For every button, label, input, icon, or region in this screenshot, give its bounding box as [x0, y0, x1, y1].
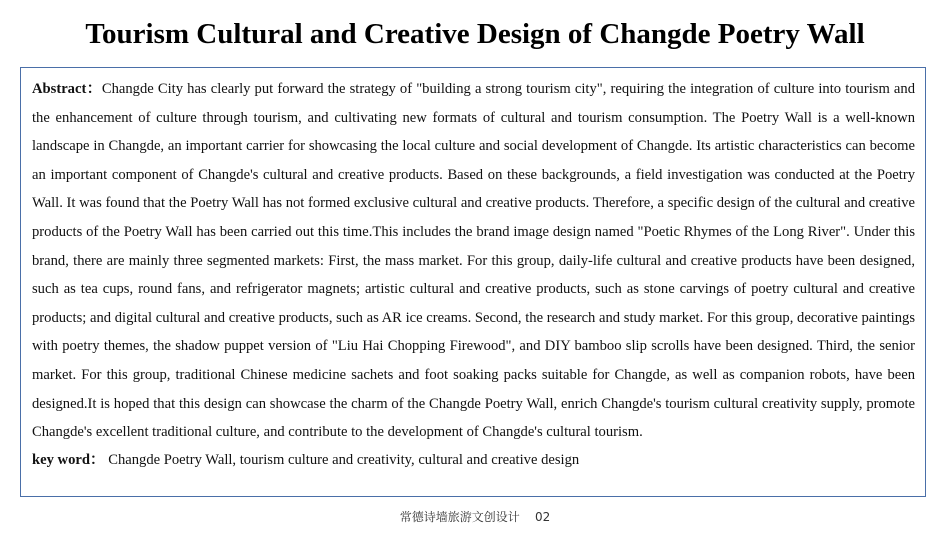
footer-text: 常德诗墙旅游文创设计 — [399, 510, 520, 524]
keywords-label: key word： — [32, 451, 105, 468]
page-number: 02 — [535, 510, 551, 524]
footer — [0, 508, 950, 525]
slide-title: Tourism Cultural and Creative Design of Changde Poetry Wall — [85, 18, 865, 50]
keywords-text: Changde Poetry Wall, tourism culture and creativity, cultural and creative design — [108, 451, 580, 468]
abstract-label: Abstract： — [32, 81, 102, 97]
abstract-text: Changde City has clearly put forward the strategy of "building a strong tourism city", requiring the integration of culture into tourism and the enhancement of culture through tourism, and cultivating new formats of cultural and tourism consumption. The Poetry Wall is a well-known landscape in Changde, an important carrier for showcasing the local culture and social development of Changde. Its artistic characteristics can become an important component of Changde's cultural and creative products. Based on these backgrounds, a field investigation was conducted at the Poetry Wall. It was found that the Poetry Wall has not formed exclusive cultural and creative products. Therefore, a specific design of the cultural and creative products of the Poetry Wall has been carried out this time.This includes the brand image design named "Poetic Rhymes of the Long River". Under this brand, there are mainly three segmented markets: First, the mass market. For this group, daily-life cultural and creative products have been designed, such as tea cups, round fans, and refrigerator magnets; artistic cultural and creative products, such as stone carvings of poetry cultural and creative products; and digital cultural and creative products, such as AR ice creams. Second, the research and study market. For this group, decorative paintings with poetry themes, the shadow puppet version of "Liu Hai Chopping Firewood", and DIY bamboo slip scrolls have been designed. Third, the senior market. For this group, traditional Chinese medicine sachets and foot soaking packs suitable for Changde, as well as companion robots, have been designed.It is hoped that this design can showcase the charm of the Changde Poetry Wall, enrich Changde's tourism cultural creativity supply, promote Changde's excellent traditional culture, and contribute to the development of Changde's cultural tourism. — [32, 81, 916, 441]
abstract-paragraph — [32, 75, 915, 447]
abstract-box — [20, 67, 926, 497]
keywords-line — [32, 447, 915, 473]
